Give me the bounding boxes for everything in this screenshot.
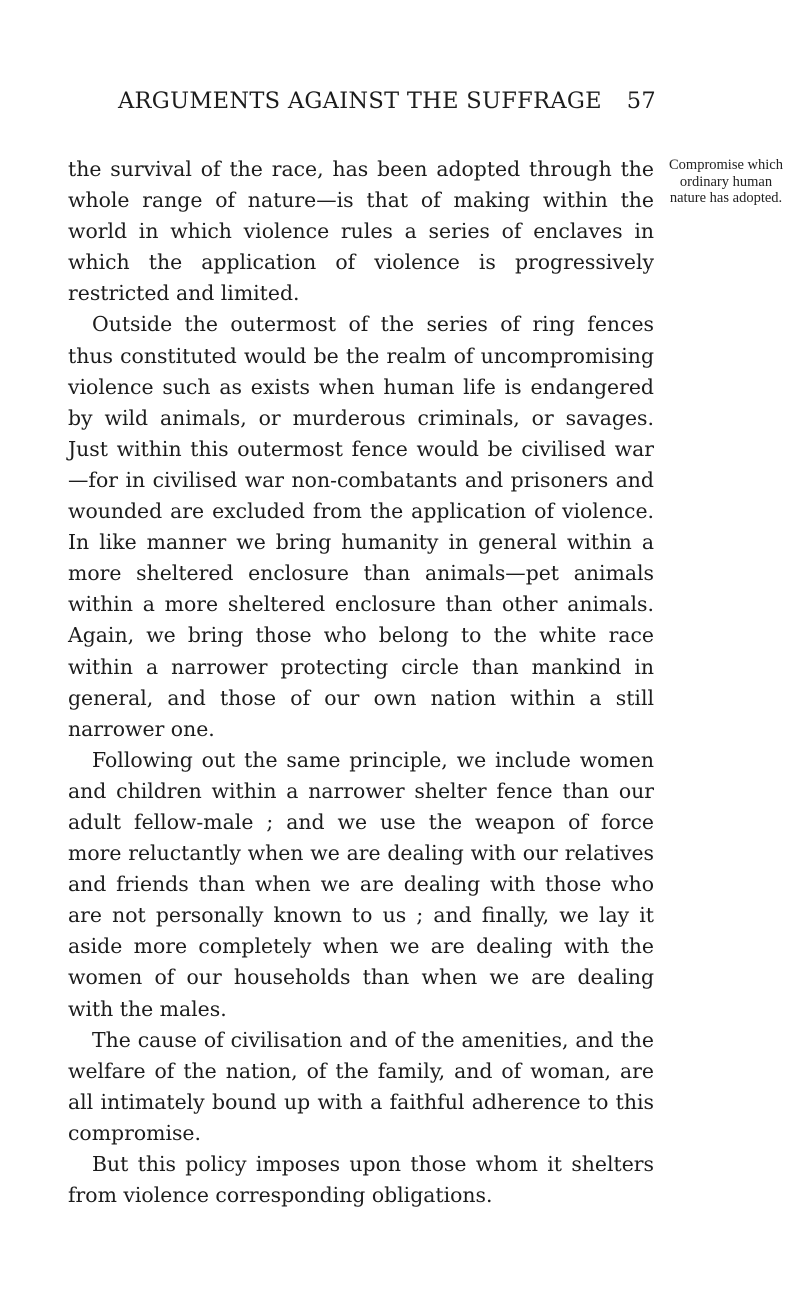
page-number: 57 bbox=[626, 88, 656, 114]
body-text bbox=[68, 154, 654, 1211]
running-head bbox=[118, 88, 656, 118]
paragraph-civilisation: The cause of civilisation and of the amenities, and the welfare of the nation, of the family, and of woman, are all intimately bound up with a faithful adherence to this compromise. bbox=[68, 1027, 654, 1145]
margin-note: Compromise which ordinary human nature has adopted. bbox=[669, 157, 783, 206]
paragraph-continuation: the survival of the race, has been adopted through the whole range of nature—is that of making within the world in which violence rules a series of enclaves in which the application of violence is progressively restricted and limited. bbox=[68, 157, 654, 306]
paragraph-obligations: But this policy imposes upon those whom it shelters from violence corresponding obligations. bbox=[68, 1152, 654, 1208]
paragraph-ring-fences: Outside the outermost of the series of ring fences thus constituted would be the realm of uncompromising violence such as exists when human life is endangered by wild animals, or murderous criminals, or savages. Just within this outermost fence would be civilised war—for in civilised war non-combatants and prisoners and wounded are excluded from the application of violence. In like manner we bring humanity in general within a more sheltered enclosure than animals—pet animals within a more sheltered enclosure than other animals. Again, we bring those who belong to the white race within a narrower protecting circle than mankind in general, and those of our own nation within a still narrower one. bbox=[68, 312, 654, 741]
paragraph-women-children: Following out the same principle, we include women and children within a narrower shelter fence than our adult fellow-male ; and we use the weapon of force more reluctantly when we are dealing with our relatives and friends than when we are dealing with those who are not personally known to us ; and finally, we lay it aside more completely when we are dealing with the women of our households than when we are dealing with the males. bbox=[68, 747, 654, 1021]
running-head-title: ARGUMENTS AGAINST THE SUFFRAGE bbox=[118, 88, 602, 114]
